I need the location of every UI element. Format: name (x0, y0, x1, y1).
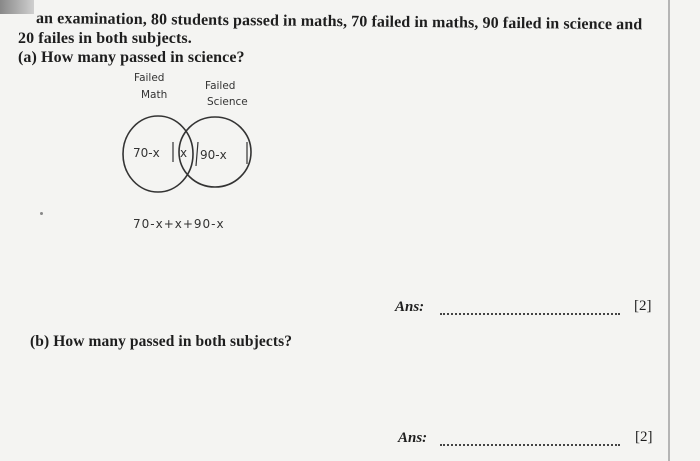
label-failed-science-2: Science (207, 96, 248, 108)
question-line-1: an examination, 80 students passed in maths, 70 failed in maths, 90 failed in science and (35, 10, 643, 34)
answer-a-line[interactable] (440, 313, 620, 315)
region-divider-right (196, 142, 198, 166)
answer-a-marks: [2] (634, 298, 652, 314)
page-corner-shadow (0, 0, 34, 14)
region-right-value: 90-x (200, 148, 227, 162)
label-failed-math-1: Failed (134, 72, 165, 84)
answer-a-label: Ans: (395, 299, 425, 315)
region-left-value: 70-x (133, 146, 160, 160)
label-failed-science-1: Failed (205, 80, 236, 92)
region-middle-value: x (180, 146, 188, 160)
question-part-b: (b) How many passed in both subjects? (30, 333, 293, 350)
answer-b-label: Ans: (398, 430, 428, 446)
paper-speck (40, 212, 43, 215)
label-failed-math-2: Math (141, 89, 168, 101)
answer-b-line[interactable] (440, 444, 620, 446)
question-line-2: 20 failes in both subjects. (18, 30, 192, 47)
working-equation: 70-x+x+90-x (133, 217, 225, 231)
question-part-a: (a) How many passed in science? (18, 49, 245, 66)
answer-b-marks: [2] (635, 429, 653, 445)
margin-rule (668, 0, 670, 461)
